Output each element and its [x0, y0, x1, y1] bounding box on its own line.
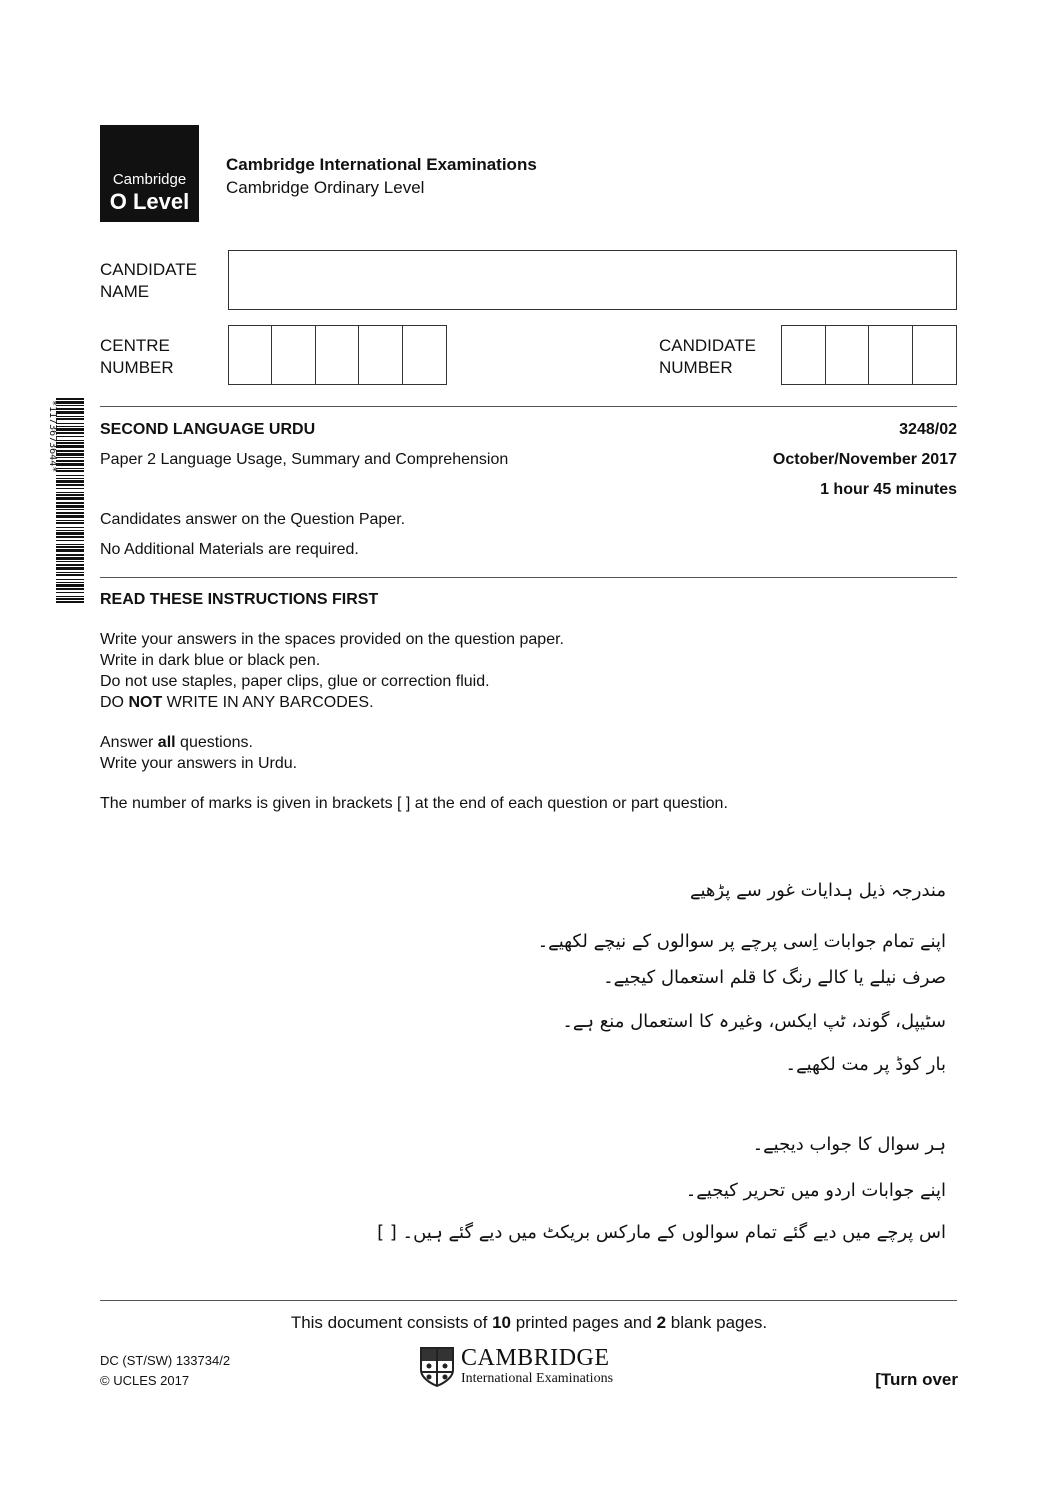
instruction-text: Answer: [100, 734, 158, 751]
cambridge-brand-name: CAMBRIDGE: [461, 1345, 610, 1371]
page-count-statement: [0, 1313, 1058, 1333]
barcode-bar: [56, 442, 84, 444]
divider-top: [100, 406, 957, 407]
barcode-bar: [56, 488, 84, 489]
urdu-instruction-line: سٹیپل، گوند، ٹپ ایکس، وغیرہ کا استعمال منع ہے۔: [562, 1011, 946, 1032]
centre-number-field[interactable]: [228, 325, 447, 385]
candidate-name-label-line2: NAME: [100, 282, 150, 301]
logo-bottom-text: O Level: [109, 189, 190, 214]
centre-number-label: [100, 335, 174, 379]
barcode-bar: [56, 557, 84, 560]
barcode-bar: [56, 564, 84, 566]
instruction-line: [100, 732, 728, 753]
barcode-bar: [56, 532, 84, 535]
instruction-line: [100, 692, 728, 713]
org-title: Cambridge International Examinations: [226, 155, 537, 174]
page-count-text: This document consists of: [290, 1313, 493, 1332]
instruction-text: questions.: [175, 734, 253, 751]
instructions-list: [100, 629, 728, 814]
barcode-bar: [56, 468, 84, 469]
candidate-name-field[interactable]: [228, 250, 957, 310]
urdu-instruction-line: ہر سوال کا جواب دیجیے۔: [752, 1134, 946, 1155]
centre-number-cell[interactable]: [403, 326, 446, 384]
blank-pages-count: 2: [656, 1313, 667, 1332]
barcode-bar: [56, 457, 84, 458]
barcode-bar: [56, 453, 84, 456]
instruction-line: Write your answers in the spaces provided on the question paper.: [100, 631, 564, 648]
barcode-bar: [56, 601, 84, 603]
barcode-bar: [56, 497, 84, 500]
barcode-bar: [56, 544, 84, 545]
barcode-bar: [56, 584, 84, 587]
barcode-bar: [56, 411, 84, 414]
barcode-bar: [56, 423, 84, 424]
cambridge-logo: [419, 1345, 629, 1389]
urdu-instruction-line: صرف نیلے یا کالے رنگ کا قلم استعمال کیجیے۔: [603, 967, 946, 988]
barcode-bar: [56, 450, 84, 452]
candidate-number-cell[interactable]: [826, 326, 870, 384]
barcode-bar: [56, 574, 84, 576]
barcode-bar: [56, 520, 84, 521]
divider-middle: [100, 577, 957, 578]
urdu-instruction-line: اپنے تمام جوابات اِسی پرچے پر سوالوں کے نیچے لکھیے۔: [537, 931, 946, 952]
barcode-bar: [56, 561, 84, 562]
barcode-graphic: [44, 398, 84, 603]
urdu-instruction-line: اپنے جوابات اردو میں تحریر کیجیے۔: [685, 1180, 946, 1201]
centre-number-label-line1: CENTRE: [100, 336, 170, 355]
barcode-bar: [56, 484, 84, 486]
page-count-text: blank pages.: [666, 1313, 768, 1332]
barcode-bar: [56, 426, 84, 427]
instructions-heading: READ THESE INSTRUCTIONS FIRST: [100, 591, 379, 608]
barcode-bar: [56, 515, 84, 518]
barcode-bar: [56, 460, 84, 462]
answer-note: Candidates answer on the Question Paper.: [100, 511, 406, 528]
barcode-bar: [56, 492, 84, 493]
barcode-bar: [56, 478, 84, 479]
printed-pages-count: 10: [492, 1313, 511, 1332]
barcode-bar: [56, 549, 84, 552]
cambridge-shield-icon: [419, 1346, 455, 1388]
centre-number-cell[interactable]: [316, 326, 359, 384]
urdu-instruction-line: بار کوڈ پر مت لکھیے۔: [785, 1054, 946, 1075]
barcode-bar: [56, 592, 84, 593]
exam-session: October/November 2017: [772, 451, 957, 468]
barcode-bar: [56, 502, 84, 504]
candidate-number-cell[interactable]: [782, 326, 826, 384]
urdu-instruction-line: اس پرچے میں دیے گئے تمام سوالوں کے مارکس بریکٹ میں دیے گئے ہیں۔ [ ]: [377, 1222, 946, 1243]
instruction-line: Write your answers in Urdu.: [100, 755, 298, 772]
barcode: [44, 398, 84, 603]
barcode-bar: [56, 401, 84, 404]
candidate-number-label-line2: NUMBER: [659, 358, 733, 377]
turn-over-label: [Turn over: [875, 1370, 958, 1389]
barcode-bar: [56, 582, 84, 583]
instruction-line: Do not use staples, paper clips, glue or correction fluid.: [100, 673, 490, 690]
exam-duration: 1 hour 45 minutes: [820, 481, 957, 498]
candidate-number-label: [659, 335, 756, 379]
barcode-bar: [56, 509, 84, 510]
barcode-bar: [56, 418, 84, 420]
instruction-emphasis: NOT: [128, 694, 163, 711]
barcode-bar: [56, 505, 84, 508]
document-code: DC (ST/SW) 133734/2: [100, 1353, 231, 1368]
barcode-bar: [56, 567, 84, 570]
barcode-bar: [56, 554, 84, 556]
barcode-bar: [56, 463, 84, 466]
barcode-bar: [56, 536, 84, 538]
barcode-bar: [56, 480, 84, 483]
instruction-line: Write in dark blue or black pen.: [100, 652, 321, 669]
instruction-text: DO: [100, 694, 129, 711]
candidate-number-field[interactable]: [781, 325, 957, 385]
paper-title: Paper 2 Language Usage, Summary and Comprehension: [100, 451, 509, 468]
barcode-bar: [56, 445, 84, 448]
barcode-bar: [56, 398, 84, 400]
candidate-number-cell[interactable]: [913, 326, 956, 384]
cambridge-brand-sub: International Examinations: [461, 1371, 614, 1386]
candidate-name-label-line1: CANDIDATE: [100, 260, 197, 279]
barcode-bar: [56, 572, 84, 573]
instruction-emphasis: all: [157, 734, 176, 751]
candidate-number-label-line1: CANDIDATE: [659, 336, 756, 355]
barcode-bar: [56, 440, 84, 441]
barcode-bar: [56, 432, 84, 434]
barcode-bar: [56, 475, 84, 476]
candidate-number-cell[interactable]: [869, 326, 913, 384]
barcode-bar: [56, 522, 84, 524]
barcode-bar: [56, 405, 84, 406]
paper-code: 3248/02: [899, 421, 957, 438]
barcode-bar: [56, 436, 84, 437]
barcode-bar: [56, 512, 84, 514]
barcode-bar: [56, 408, 84, 410]
barcode-bar: [56, 530, 84, 531]
barcode-bar: [56, 527, 84, 528]
candidate-name-label: [100, 259, 197, 303]
centre-number-label-line2: NUMBER: [100, 358, 174, 377]
instruction-line: The number of marks is given in brackets [ ] at the end of each question or part question.: [100, 795, 728, 812]
logo-top-text: Cambridge: [112, 171, 187, 188]
barcode-bar: [56, 598, 84, 600]
centre-number-cell[interactable]: [272, 326, 315, 384]
materials-note: No Additional Materials are required.: [100, 541, 359, 558]
barcode-bar: [56, 416, 84, 417]
urdu-instructions-heading: مندرجہ ذیل ہدایات غور سے پڑھیے: [689, 880, 946, 901]
barcode-bar: [56, 596, 84, 597]
page-count-text: printed pages and: [511, 1313, 657, 1332]
barcode-bar: [56, 579, 84, 580]
barcode-bar: [56, 546, 84, 548]
copyright: © UCLES 2017: [100, 1373, 190, 1388]
centre-number-cell[interactable]: [359, 326, 402, 384]
barcode-text: *1173673644*: [47, 400, 58, 473]
barcode-bar: [56, 540, 84, 541]
centre-number-cell[interactable]: [229, 326, 272, 384]
barcode-bar: [56, 588, 84, 590]
barcode-bar: [56, 470, 84, 472]
subject-title: SECOND LANGUAGE URDU: [100, 421, 316, 438]
divider-footer: [100, 1300, 957, 1301]
org-subtitle: Cambridge Ordinary Level: [226, 178, 425, 197]
barcode-bar: [56, 494, 84, 496]
o-level-logo: [100, 125, 199, 222]
barcode-bar: [56, 428, 84, 431]
instruction-text: WRITE IN ANY BARCODES.: [162, 694, 374, 711]
